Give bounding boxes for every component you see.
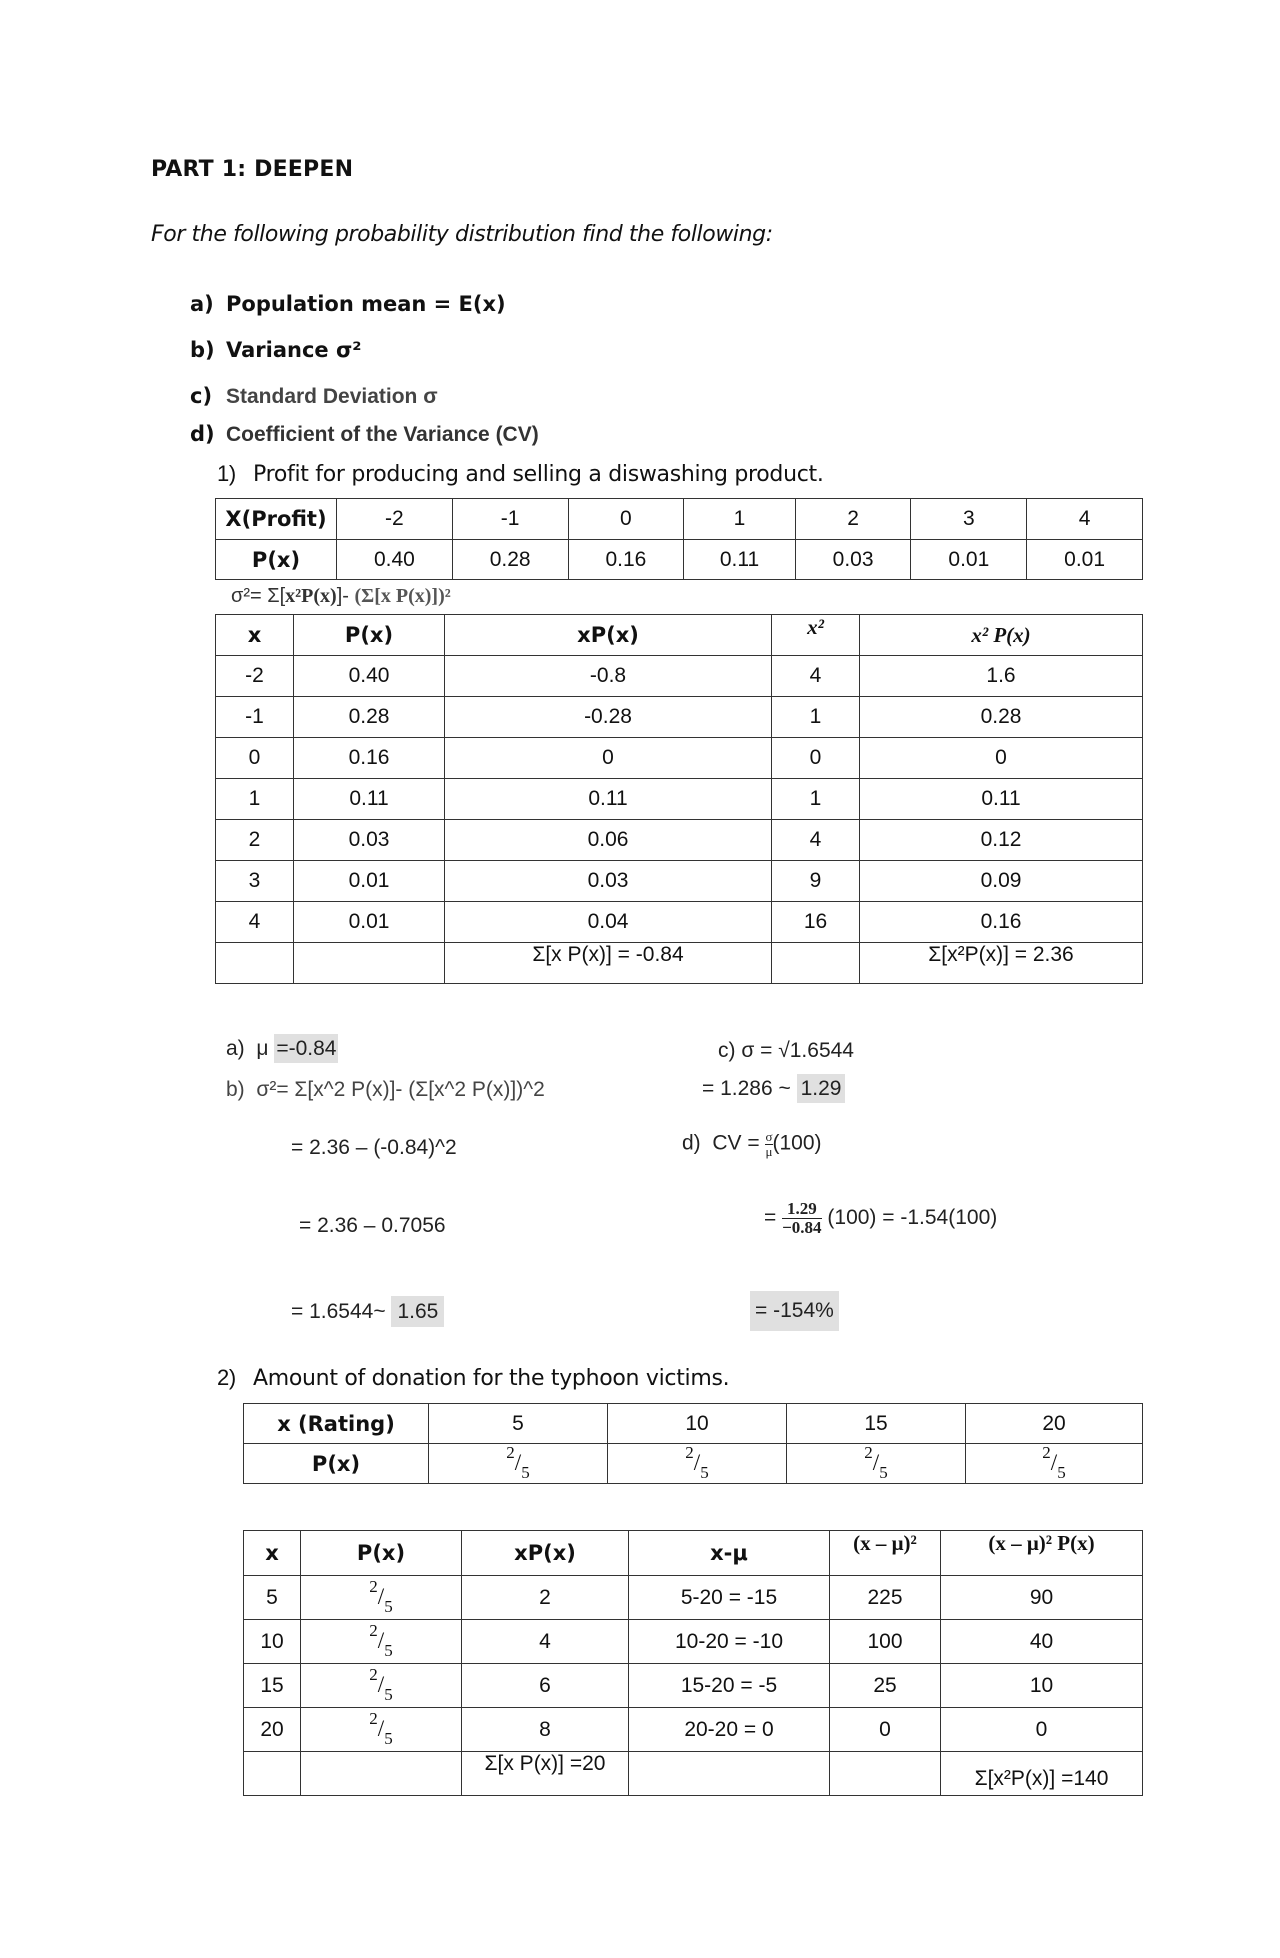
frac-num: 2: [1042, 1443, 1051, 1463]
variance-step-3: [291, 1300, 444, 1324]
frac-den: 5: [1057, 1462, 1066, 1482]
col-header: (x – μ)²: [830, 1531, 941, 1576]
frac-den: 5: [700, 1462, 709, 1482]
question-label: c): [190, 384, 213, 408]
cell: 100: [830, 1620, 941, 1664]
question-label: a): [190, 292, 214, 316]
cell: 40: [941, 1620, 1143, 1664]
cell: 0: [445, 738, 772, 779]
cell: 4: [216, 902, 294, 943]
dist-p-header: P(x): [244, 1444, 429, 1484]
cell: [244, 1752, 301, 1796]
col-header-text: x² P(x): [971, 622, 1031, 647]
frac-den: 5: [384, 1728, 393, 1748]
cell: 20: [244, 1708, 301, 1752]
dist-p-cell: 0.16: [568, 540, 684, 580]
frac-num: 2: [506, 1443, 515, 1463]
cell: 0.01: [294, 902, 445, 943]
cell: 10-20 = -10: [629, 1620, 830, 1664]
prob-fraction: $^2/_5$: [685, 1443, 709, 1482]
variance-value: = 1.6544~: [291, 1300, 386, 1323]
variance-step-1: = 2.36 – (-0.84)^2: [291, 1136, 457, 1159]
answer-c: c) σ = √1.6544: [718, 1039, 854, 1062]
dist-x-cell: 0: [568, 499, 684, 540]
cell: 0: [941, 1708, 1143, 1752]
formula-mid: ]-: [336, 585, 355, 607]
variance-rounded: 1.65: [391, 1296, 444, 1327]
cell: 225: [830, 1576, 941, 1620]
problem-number: 2): [217, 1365, 236, 1390]
cell: 20-20 = 0: [629, 1708, 830, 1752]
dist-x-cell: -1: [452, 499, 568, 540]
answer-label: d): [682, 1131, 701, 1155]
col-header: x: [244, 1531, 301, 1576]
frac-num: 2: [369, 1709, 378, 1729]
prob-fraction: $^2/_5$: [369, 1621, 393, 1660]
cell: [772, 943, 860, 984]
cell: [294, 943, 445, 984]
sum-last: Σ[x²P(x)] =140: [941, 1752, 1143, 1796]
cv-step: [764, 1200, 997, 1237]
answer-a: [226, 1037, 338, 1061]
dist-p-cell: 0.40: [337, 540, 453, 580]
std-dev-step: [702, 1077, 845, 1101]
cell: 1.6: [860, 656, 1143, 697]
dist-p-cell: 0.28: [452, 540, 568, 580]
question-label: b): [190, 338, 215, 362]
std-dev-value: = 1.286 ~: [702, 1077, 791, 1100]
question-text: Standard Deviation σ: [226, 385, 438, 408]
cell: 1: [216, 779, 294, 820]
sum-x2px: Σ[x²P(x)] = 2.36: [860, 943, 1143, 984]
cell: 6: [462, 1664, 629, 1708]
cell: [216, 943, 294, 984]
cell: 90: [941, 1576, 1143, 1620]
col-header: x²: [772, 615, 860, 656]
col-header: xP(x): [445, 615, 772, 656]
formula-lhs: σ²= Σ[: [231, 585, 286, 607]
cell: 3: [216, 861, 294, 902]
col-header: xP(x): [462, 1531, 629, 1576]
cell: 9: [772, 861, 860, 902]
prob-fraction: $^2/_5$: [506, 1443, 530, 1482]
cell: 10: [244, 1620, 301, 1664]
cv-fraction-num: σ: [765, 1129, 773, 1144]
frac-num: 2: [685, 1443, 694, 1463]
cell: 8: [462, 1708, 629, 1752]
cell: 0: [860, 738, 1143, 779]
problem-text: Profit for producing and selling a diswashing product.: [253, 462, 824, 487]
cell: 4: [772, 820, 860, 861]
cell: 0.09: [860, 861, 1143, 902]
cell: 0.40: [294, 656, 445, 697]
question-label: d): [190, 422, 215, 446]
dist-x-cell: 20: [966, 1404, 1143, 1444]
cell: -1: [216, 697, 294, 738]
cell: 0.06: [445, 820, 772, 861]
col-header: P(x): [301, 1531, 462, 1576]
cell: 4: [462, 1620, 629, 1664]
cell: 15-20 = -5: [629, 1664, 830, 1708]
cell: 1: [772, 779, 860, 820]
problem-2-distribution-table: [243, 1403, 1143, 1484]
cell: 0.12: [860, 820, 1143, 861]
dist-x-header: X(Profit): [216, 499, 337, 540]
std-dev-rounded: 1.29: [797, 1074, 846, 1103]
cv-result: = -154%: [750, 1291, 839, 1331]
cv-fraction-den: μ: [765, 1143, 773, 1159]
cell: 0.16: [294, 738, 445, 779]
variance-step-2: = 2.36 – 0.7056: [299, 1214, 446, 1237]
cell: 0.04: [445, 902, 772, 943]
frac-den: 5: [384, 1640, 393, 1660]
dist-x-cell: -2: [337, 499, 453, 540]
question-text: Coefficient of the Variance (CV): [226, 423, 539, 446]
frac-den: 5: [384, 1596, 393, 1616]
answer-b: [226, 1078, 545, 1102]
cell: 0.03: [294, 820, 445, 861]
sum-xpx: Σ[x P(x)] = -0.84: [445, 943, 772, 984]
intro-text: For the following probability distribution find the following:: [151, 222, 773, 247]
cell: 5-20 = -15: [629, 1576, 830, 1620]
dist-x-cell: 3: [911, 499, 1027, 540]
dist-p-cell: [608, 1444, 787, 1484]
frac-num: 2: [369, 1577, 378, 1597]
cell: 0.11: [445, 779, 772, 820]
cell: 1: [772, 697, 860, 738]
dist-p-header: P(x): [216, 540, 337, 580]
dist-p-cell: [966, 1444, 1143, 1484]
question-text: Population mean = E(x): [226, 292, 506, 316]
dist-x-cell: 4: [1027, 499, 1143, 540]
question-d: [190, 422, 539, 447]
problem-number: 1): [217, 461, 236, 486]
question-b: [190, 338, 362, 362]
problem-1-title: [217, 461, 824, 487]
cell: 0.11: [860, 779, 1143, 820]
cell: 2: [462, 1576, 629, 1620]
answer-d: [682, 1130, 822, 1158]
dist-x-cell: 2: [795, 499, 911, 540]
dist-x-header: x (Rating): [244, 1404, 429, 1444]
dist-p-cell: 0.01: [1027, 540, 1143, 580]
problem-text: Amount of donation for the typhoon victims.: [253, 1366, 730, 1391]
dist-p-cell: 0.01: [911, 540, 1027, 580]
answer-label: b): [226, 1078, 245, 1101]
dist-p-cell: [429, 1444, 608, 1484]
cell: 5: [244, 1576, 301, 1620]
dist-x-cell: 15: [787, 1404, 966, 1444]
col-header: (x – μ)² P(x): [941, 1531, 1143, 1576]
cell: 0.03: [445, 861, 772, 902]
prob-fraction: $^2/_5$: [369, 1709, 393, 1748]
cell: 0.11: [294, 779, 445, 820]
variance-formula: [231, 585, 451, 608]
question-text: Variance σ²: [226, 338, 362, 362]
cell: 0.16: [860, 902, 1143, 943]
problem-2-computation-table: [243, 1530, 1143, 1796]
cv-fraction: [765, 1130, 772, 1158]
problem-2-title: [217, 1365, 729, 1391]
page-heading: PART 1: DEEPEN: [151, 157, 354, 182]
cell: 0: [772, 738, 860, 779]
cell: 15: [244, 1664, 301, 1708]
dist-p-cell: [787, 1444, 966, 1484]
frac-num: 2: [369, 1665, 378, 1685]
col-header: [860, 615, 1143, 656]
dist-p-cell: 0.11: [684, 540, 795, 580]
cv-num: 1.29: [786, 1199, 817, 1218]
cell: [830, 1752, 941, 1796]
cell: 25: [830, 1664, 941, 1708]
prob-fraction: $^2/_5$: [369, 1665, 393, 1704]
cell: 0: [216, 738, 294, 779]
cell: 0.01: [294, 861, 445, 902]
prob-fraction: $^2/_5$: [1042, 1443, 1066, 1482]
cv-times: (100): [772, 1131, 822, 1155]
cv-eq: =: [764, 1205, 777, 1229]
cell: 2: [216, 820, 294, 861]
cell: [301, 1708, 462, 1752]
cv-den: −0.84: [782, 1217, 822, 1237]
cv-label: CV =: [712, 1131, 760, 1155]
dist-x-cell: 10: [608, 1404, 787, 1444]
mu-symbol: μ: [256, 1037, 269, 1060]
cell: 4: [772, 656, 860, 697]
col-header: x: [216, 615, 294, 656]
cv-value-fraction: [782, 1200, 821, 1237]
cell: [301, 1664, 462, 1708]
variance-formula-b: σ²= Σ[x^2 P(x)]- (Σ[x^2 P(x)])^2: [256, 1078, 545, 1101]
question-c: [190, 384, 438, 409]
cell: -0.28: [445, 697, 772, 738]
cell: [301, 1576, 462, 1620]
cell: 16: [772, 902, 860, 943]
frac-num: 2: [864, 1443, 873, 1463]
prob-fraction: $^2/_5$: [369, 1577, 393, 1616]
prob-fraction: $^2/_5$: [864, 1443, 888, 1482]
problem-1-computation-table: [215, 614, 1143, 984]
dist-p-cell: 0.03: [795, 540, 911, 580]
formula-x2: x²P(x): [285, 585, 337, 607]
cell: [301, 1752, 462, 1796]
cv-step-text: (100) = -1.54(100): [827, 1205, 998, 1229]
problem-1-distribution-table: [215, 498, 1143, 580]
frac-den: 5: [384, 1684, 393, 1704]
col-header: x-μ: [629, 1531, 830, 1576]
cell: -0.8: [445, 656, 772, 697]
cell: 0.28: [294, 697, 445, 738]
cell: [301, 1620, 462, 1664]
dist-x-cell: 5: [429, 1404, 608, 1444]
sum-xpx: Σ[x P(x)] =20: [462, 1752, 629, 1796]
cell: 0: [830, 1708, 941, 1752]
frac-num: 2: [369, 1621, 378, 1641]
frac-den: 5: [879, 1462, 888, 1482]
formula-rest: (Σ[x P(x)])²: [354, 585, 451, 607]
cell: 0.28: [860, 697, 1143, 738]
col-header: P(x): [294, 615, 445, 656]
dist-x-cell: 1: [684, 499, 795, 540]
frac-den: 5: [521, 1462, 530, 1482]
question-a: [190, 292, 506, 316]
cell: [629, 1752, 830, 1796]
cell: -2: [216, 656, 294, 697]
cell: 10: [941, 1664, 1143, 1708]
answer-label: a): [226, 1037, 245, 1060]
mean-value: =-0.84: [274, 1034, 338, 1063]
